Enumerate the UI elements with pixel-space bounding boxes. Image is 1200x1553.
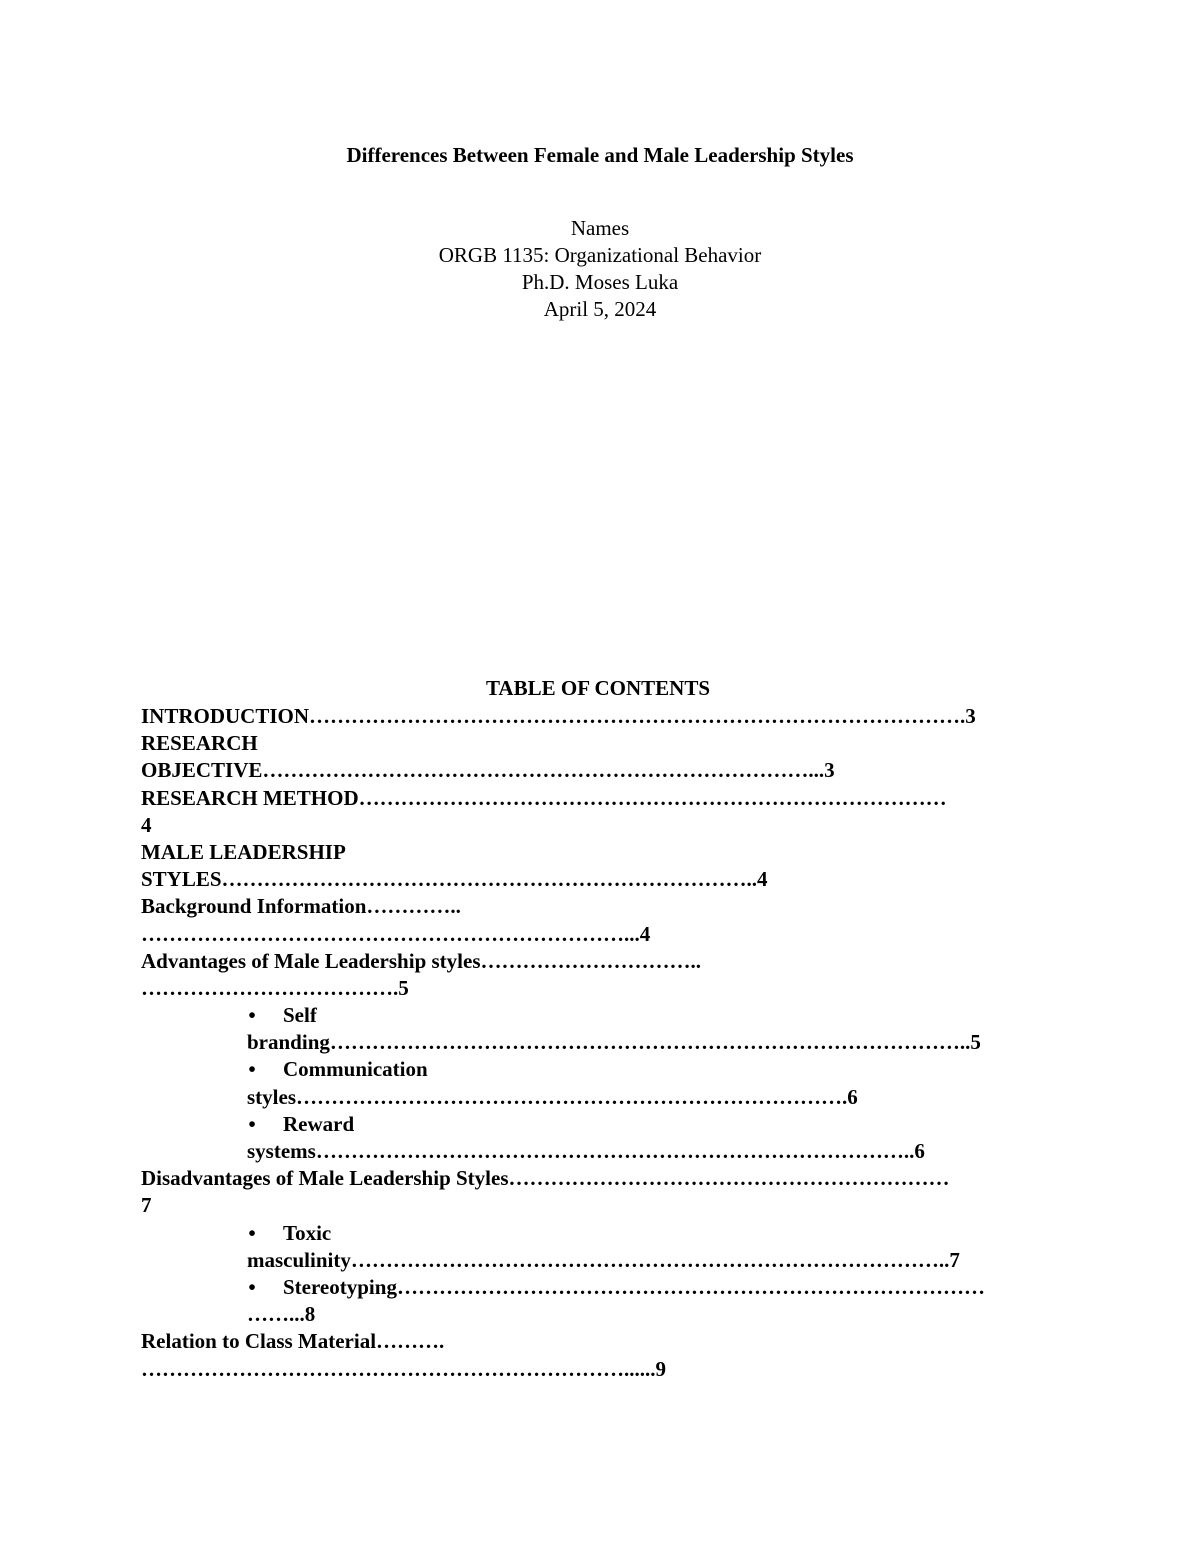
bullet-icon: • <box>248 1057 256 1082</box>
toc-bullet-self-branding <box>141 1002 1061 1029</box>
bullet-icon: • <box>248 1220 256 1245</box>
instructor-name: Ph.D. Moses Luka <box>521 270 679 294</box>
toc-bullet-text: Reward <box>283 1111 355 1136</box>
toc-entry-advantages: Advantages of Male Leadership styles………………………….. <box>141 948 701 973</box>
toc-entry-introduction: INTRODUCTION………………………………………………………………………………….3 <box>141 704 976 728</box>
toc-entry-male-leadership-styles-cont: STYLES…………………………………………………………………..4 <box>141 867 768 892</box>
toc-bullet-text: Stereotyping………………………………………………………………………… <box>283 1274 985 1299</box>
title-page-info <box>0 215 1200 323</box>
bullet-icon: • <box>248 1003 256 1028</box>
document-date: April 5, 2024 <box>543 297 657 321</box>
toc-entry-background-information-cont: ……………………………………………………………...4 <box>141 921 651 946</box>
toc-entry-self-branding-cont: branding………………………………………………………………………………..5 <box>247 1030 981 1055</box>
toc-entry-research-method-page: 4 <box>141 812 152 837</box>
bullet-icon: • <box>248 1111 256 1136</box>
toc-bullet-toxic-masculinity <box>141 1220 1061 1247</box>
toc-bullet-text: Self <box>283 1003 317 1028</box>
toc-bullet-stereotyping <box>141 1274 1061 1301</box>
toc-bullet-communication-styles <box>141 1056 1061 1083</box>
table-of-contents <box>141 703 1061 1383</box>
document-title: Differences Between Female and Male Leadership Styles <box>346 143 854 167</box>
toc-entry-toxic-masculinity-cont: masculinity…………………………………………………………………………..7 <box>247 1247 960 1272</box>
toc-bullet-reward-systems <box>141 1111 1061 1138</box>
toc-entry-relation-to-class-material-cont: ……………………………………………………………......9 <box>141 1356 666 1381</box>
toc-entry-communication-styles-cont: styles…………………………………………………………………….6 <box>247 1084 858 1109</box>
toc-entry-reward-systems-cont: systems…………………………………………………………………………..6 <box>247 1139 925 1163</box>
toc-entry-disadvantages-page: 7 <box>141 1193 152 1218</box>
toc-entry-disadvantages: Disadvantages of Male Leadership Styles……………………………………………………… <box>141 1166 950 1191</box>
toc-entry-advantages-cont: ……………………………….5 <box>141 975 409 1000</box>
bullet-icon: • <box>248 1274 256 1299</box>
toc-entry-research-objective-cont: OBJECTIVE……………………………………………………………………...3 <box>141 758 835 783</box>
toc-entry-stereotyping-cont: ……...8 <box>247 1302 316 1327</box>
toc-entry-research-method: RESEARCH METHOD………………………………………………………………………… <box>141 785 947 810</box>
toc-entry-research-objective: RESEARCH <box>141 731 258 756</box>
toc-bullet-text: Toxic <box>283 1220 332 1245</box>
course-name: ORGB 1135: Organizational Behavior <box>438 243 762 267</box>
toc-entry-relation-to-class-material: Relation to Class Material………. <box>141 1329 445 1354</box>
author-names: Names <box>570 216 630 240</box>
toc-bullet-text: Communication <box>283 1057 428 1082</box>
toc-entry-background-information: Background Information………….. <box>141 894 461 919</box>
toc-entry-male-leadership-styles: MALE LEADERSHIP <box>141 839 346 864</box>
toc-heading: TABLE OF CONTENTS <box>485 676 711 700</box>
